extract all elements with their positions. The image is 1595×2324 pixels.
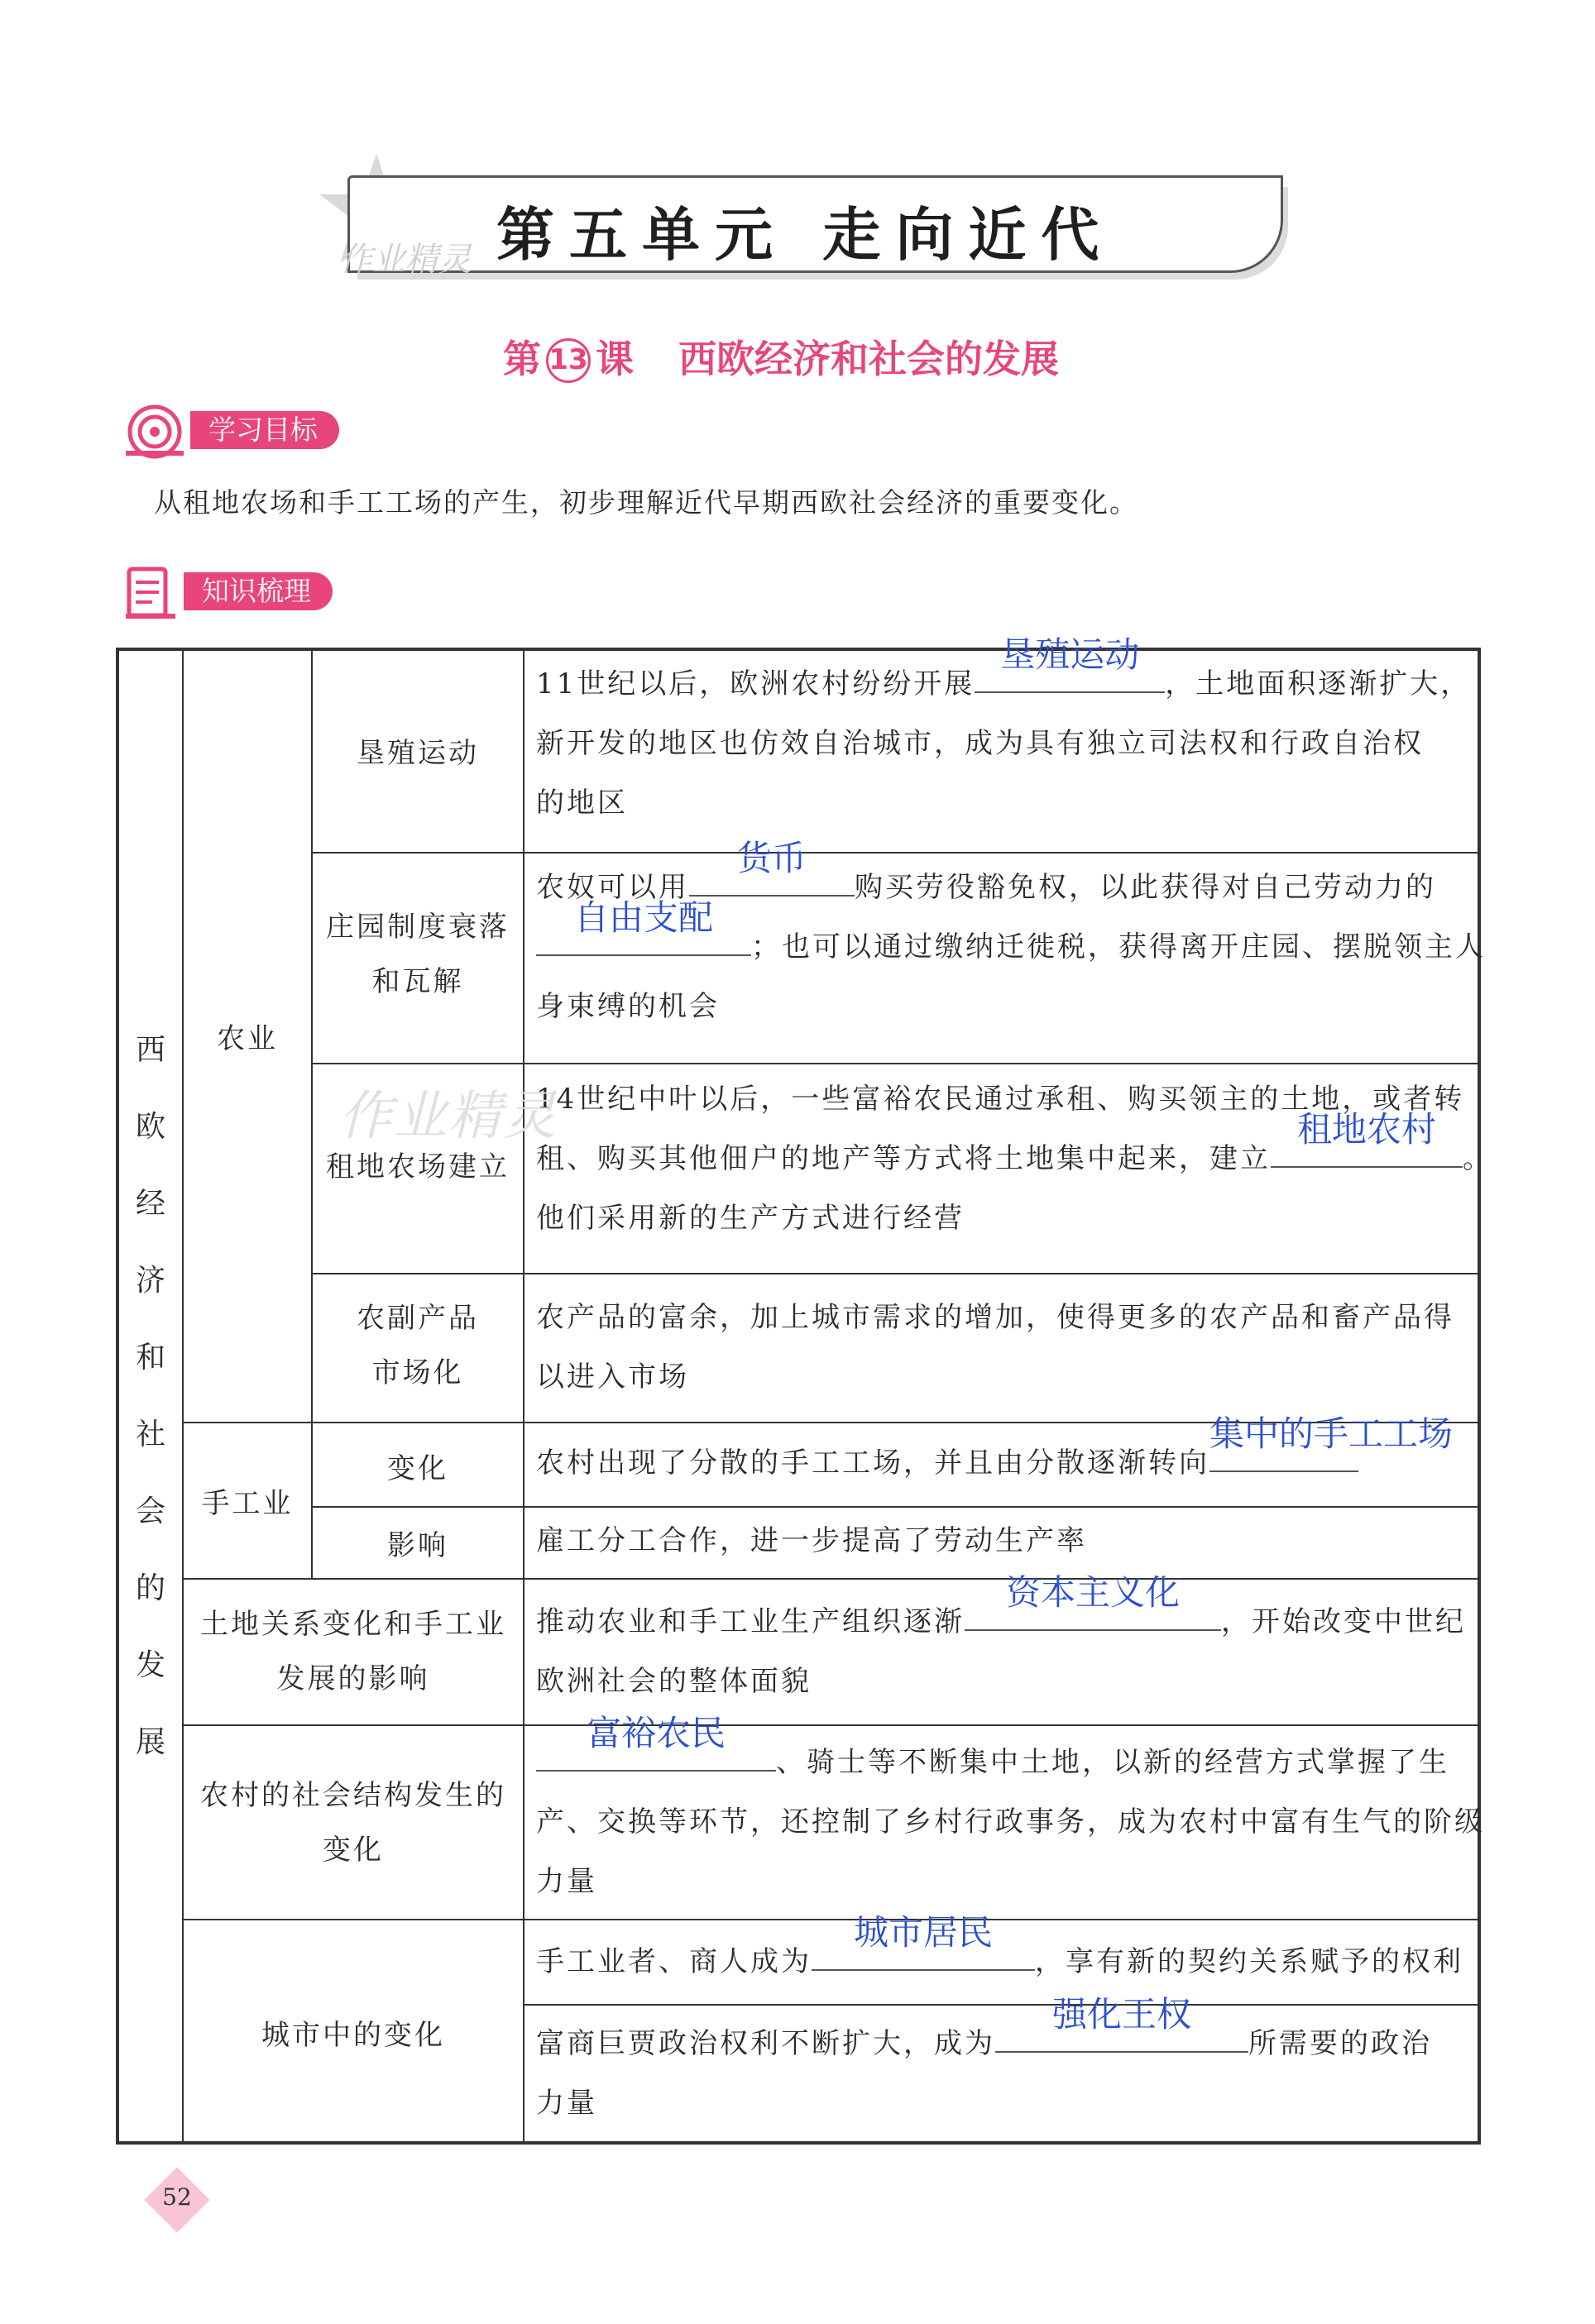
goals-label: 学习目标 [190, 411, 339, 449]
main-category-label: 西 欧 经 济 和 社 会 的 发 展 [135, 1033, 165, 1759]
row-content-rental-farm: 14世纪中叶以后，一些富裕农民通过承租、购买领主的土地，或者转 租、购买其他佃户的地产等方式将土地集中起来，建立 租地农村 。 他们采用新的生产方式进行经营 [536, 1083, 1493, 1235]
knowledge-table [116, 634, 1493, 2145]
answer-blank [975, 634, 1165, 693]
row-label-handicraft-change: 变化 [387, 1452, 448, 1485]
notebook-icon [124, 564, 182, 622]
row-label-manor: 庄园制度衰落 和瓦解 [326, 911, 510, 998]
agriculture-label: 农业 [217, 1022, 278, 1055]
answer-blank [536, 897, 751, 956]
row-content-reclamation: 11世纪以后，欧洲农村纷纷开展 垦殖运动 ，土地面积逐渐扩大， 新开发的地区也仿效自治城市，成为具有独立司法权和行政自治权 的地区 [536, 654, 1471, 833]
row-content-royal-power: 富商巨贾政治权利不断扩大，成为 强化王权 所需要的政治 力量 [536, 2014, 1432, 2133]
row-content-manor: 农奴可以用 货币 购买劳役豁免权，以此获得对自己劳动力的 自由支配 ；也可以通过缴纳迁徙税，获得离开庄园、摆脱领主人 身束缚的机会 [536, 858, 1486, 1036]
answer-text: 城市居民 [853, 1912, 993, 1953]
unit-title: 第五单元 走向近代 [496, 200, 1114, 269]
answer-blank [812, 1912, 1035, 1971]
row-content-city-residents: 手工业者、商人成为 城市居民 ，享有新的契约关系赋予的权利 [536, 1932, 1463, 1992]
watermark: 作业精灵 [339, 241, 472, 279]
row-label-rental-farm: 租地农场建立 [326, 1150, 510, 1184]
answer-text: 资本主义化 [1005, 1572, 1180, 1613]
row-content-handicraft-change: 农村出现了分散的手工工场，并且由分散逐渐转向 集中的手工工场 [536, 1433, 1358, 1493]
answer-text: 强化王权 [1051, 1994, 1191, 2035]
answer-text: 集中的手工工场 [1209, 1413, 1454, 1454]
row-label-handicraft-impact: 影响 [387, 1529, 448, 1562]
answer-text: 租地农村 [1296, 1109, 1436, 1150]
goals-text: 从租地农场和手工工场的产生，初步理解近代早期西欧社会经济的重要变化。 [154, 486, 1138, 519]
handicraft-label: 手工业 [201, 1487, 294, 1520]
row-label-land-impact: 土地关系变化和手工业 发展的影响 [200, 1608, 506, 1695]
answer-blank [965, 1572, 1221, 1631]
lesson-prefix: 第 [503, 337, 541, 381]
target-icon [124, 403, 185, 461]
row-label-city-change: 城市中的变化 [261, 2019, 445, 2052]
lesson-suffix: 课 [596, 337, 634, 381]
answer-text: 货币 [736, 838, 807, 878]
answer-blank [1209, 1413, 1454, 1472]
row-content-land-impact: 推动农业和手工业生产组织逐渐 资本主义化 ，开始改变中世纪 欧洲社会的整体面貌 [536, 1592, 1466, 1711]
answer-text: 垦殖运动 [1000, 634, 1140, 675]
row-content-handicraft-impact: 雇工分工合作，进一步提高了劳动生产率 [536, 1524, 1087, 1557]
answer-blank [995, 1994, 1248, 2053]
lesson-name: 西欧经济和社会的发展 [678, 337, 1059, 381]
answer-blank [1271, 1109, 1463, 1168]
knowledge-label: 知识梳理 [184, 572, 333, 610]
row-label-reclamation: 垦殖运动 [357, 737, 479, 770]
watermark: 作业精灵 [339, 1086, 558, 1147]
lesson-number: 13 [546, 338, 591, 383]
row-content-marketization: 农产品的富余，加上城市需求的增加，使得更多的农产品和畜产品得 以进入市场 [536, 1301, 1454, 1394]
row-label-marketization: 农副产品 市场化 [357, 1302, 479, 1389]
page-number: 52 [162, 2183, 192, 2211]
answer-text: 自由支配 [573, 897, 713, 938]
answer-text: 富裕农民 [586, 1713, 726, 1753]
row-content-rural-structure: 富裕农民 、骑士等不断集中土地，以新的经营方式掌握了生 产、交换等环节，还控制了乡村行政事务，成为农村中富有生气的阶级 力量 [536, 1733, 1485, 1911]
answer-blank [536, 1713, 776, 1772]
lesson-title [503, 329, 1059, 384]
row-label-rural-structure: 农村的社会结构发生的 变化 [200, 1779, 506, 1867]
